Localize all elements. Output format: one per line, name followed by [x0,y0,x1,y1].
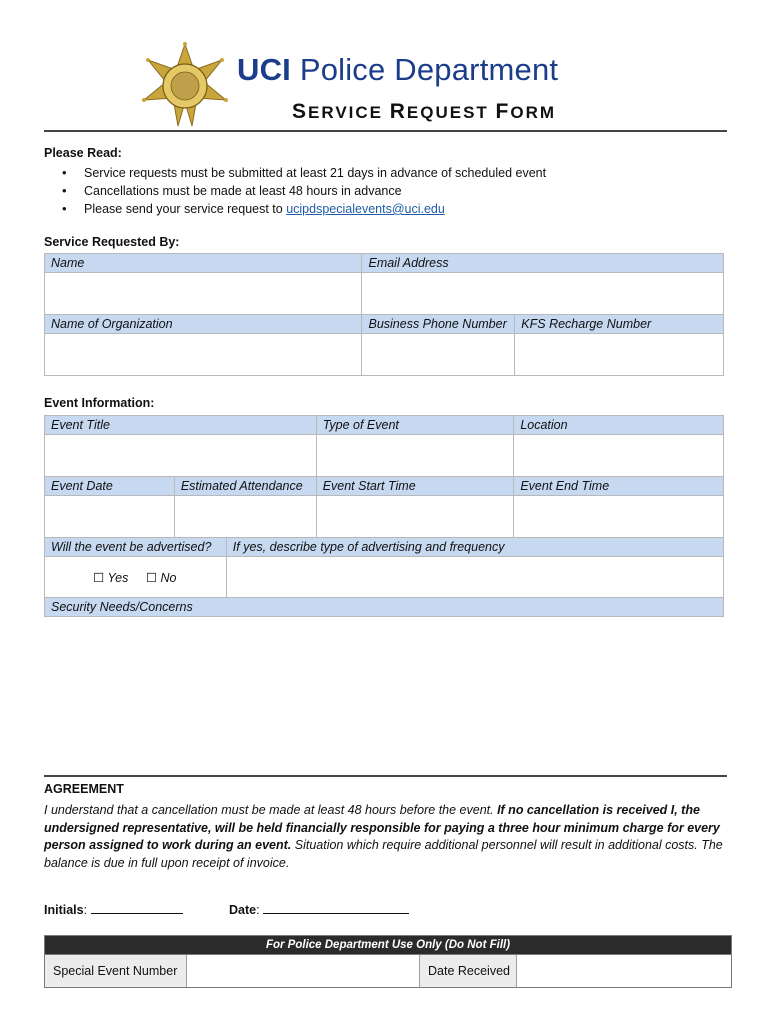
kfs-label: KFS Recharge Number [515,315,724,334]
type-of-event-field[interactable] [316,435,514,477]
email-label: Email Address [362,254,724,273]
agreement-divider [44,775,727,777]
no-checkbox[interactable]: ☐ [145,570,158,585]
organization-label: Name of Organization [45,315,362,334]
email-field[interactable] [362,273,724,315]
advertising-description-field[interactable] [226,557,723,598]
agreement-heading: AGREEMENT [44,782,124,796]
business-phone-field[interactable] [362,334,515,376]
requester-table [44,253,724,376]
agreement-text: I understand that a cancellation must be made at least 48 hours before the event. If no cancellation is received I, the undersigned representative, will be held financially responsible for paying a three hour minimum charge for every person assigned to work during an event. Situation which require additional personnel will result in additional costs. The balance is due in full upon receipt of invoice. [44,803,723,870]
advertised-question: Will the event be advertised? [45,538,227,557]
list-item: • Cancellations must be made at least 48 hours in advance [84,182,546,200]
security-field[interactable] [45,617,724,770]
end-time-field[interactable] [514,496,724,538]
type-of-event-label: Type of Event [316,416,514,435]
event-title-field[interactable] [45,435,317,477]
event-title-label: Event Title [45,416,317,435]
event-table [44,415,724,769]
organization-field[interactable] [45,334,362,376]
office-use-box [44,935,732,988]
please-read-list [44,164,546,218]
special-event-number-field[interactable] [187,955,420,987]
location-label: Location [514,416,724,435]
please-read-heading: Please Read: [44,146,122,160]
kfs-field[interactable] [515,334,724,376]
business-phone-label: Business Phone Number [362,315,515,334]
special-event-number-label: Special Event Number [45,955,187,987]
initials-line: Initials: [44,901,183,917]
email-link[interactable]: ucipdspecialevents@uci.edu [286,202,445,216]
yes-option[interactable]: ☐ Yes [93,570,129,585]
date-line: Date: [229,901,409,917]
name-label: Name [45,254,362,273]
date-field[interactable] [263,901,409,914]
date-received-field[interactable] [517,955,731,987]
start-time-label: Event Start Time [316,477,514,496]
header-divider [44,130,727,132]
security-label: Security Needs/Concerns [45,598,724,617]
location-field[interactable] [514,435,724,477]
initials-field[interactable] [91,901,183,914]
estimated-attendance-field[interactable] [174,496,316,538]
form-title: SERVICE REQUEST FORM [292,100,557,123]
department-name: UCI Police Department [237,52,559,87]
name-field[interactable] [45,273,362,315]
office-use-heading: For Police Department Use Only (Do Not Fill) [45,936,731,954]
event-date-field[interactable] [45,496,175,538]
police-star-badge [142,42,228,128]
office-use-row [45,954,731,987]
start-time-field[interactable] [316,496,514,538]
event-info-heading: Event Information: [44,396,155,410]
event-date-label: Event Date [45,477,175,496]
advertising-description-label: If yes, describe type of advertising and frequency [226,538,723,557]
advertised-options [45,557,227,598]
date-received-label: Date Received [420,955,517,987]
end-time-label: Event End Time [514,477,724,496]
yes-checkbox[interactable]: ☐ [93,570,105,585]
list-item: • Please send your service request to ucipdspecialevents@uci.edu [84,200,546,218]
requested-by-heading: Service Requested By: [44,235,180,249]
no-option[interactable]: ☐ No [145,570,177,585]
list-item: • Service requests must be submitted at least 21 days in advance of scheduled event [84,164,546,182]
estimated-attendance-label: Estimated Attendance [174,477,316,496]
